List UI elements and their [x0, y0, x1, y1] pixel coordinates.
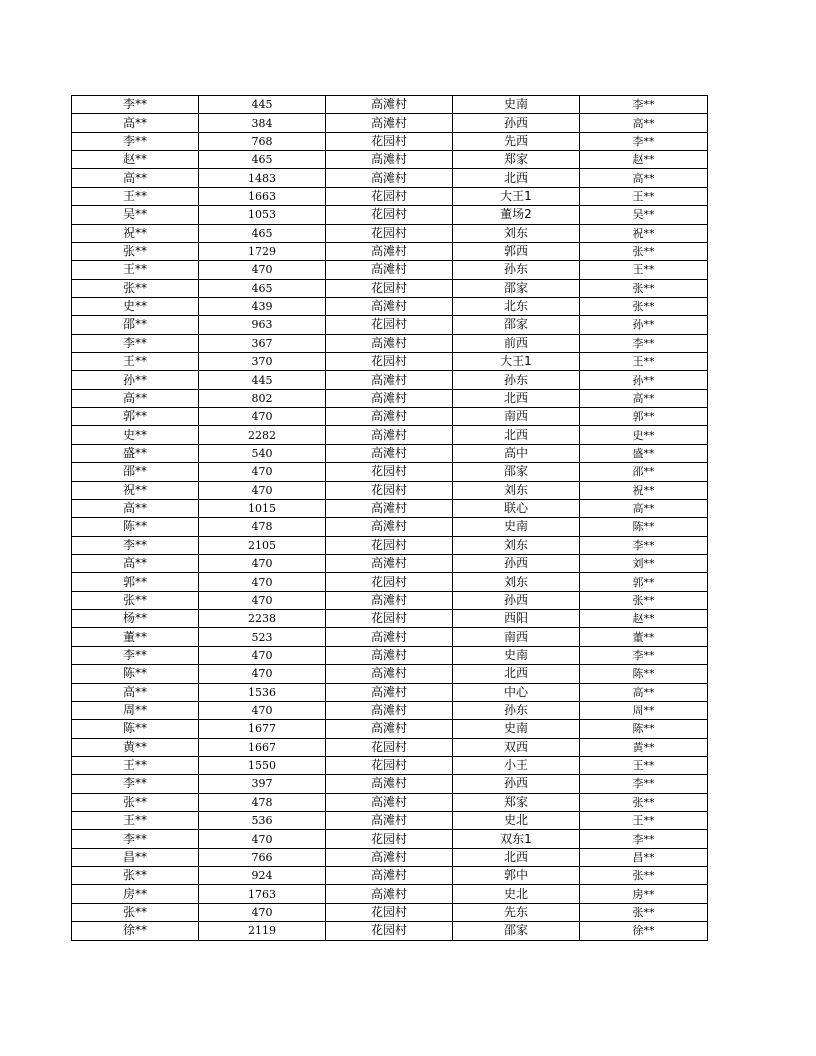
table-row	[72, 169, 708, 187]
village-cell: 高滩村	[326, 591, 453, 609]
table-row	[72, 812, 708, 830]
village-cell: 花园村	[326, 187, 453, 205]
group-cell: 联心	[453, 499, 580, 517]
table-row	[72, 701, 708, 719]
table-row	[72, 426, 708, 444]
table-row	[72, 132, 708, 150]
table-row	[72, 610, 708, 628]
payee-cell: 郭**	[580, 573, 708, 591]
name-cell: 邵**	[72, 316, 199, 334]
name-cell: 李**	[72, 96, 199, 114]
village-cell: 花园村	[326, 463, 453, 481]
name-cell: 陈**	[72, 665, 199, 683]
name-cell: 吴**	[72, 206, 199, 224]
payee-cell: 张**	[580, 903, 708, 921]
name-cell: 高**	[72, 114, 199, 132]
payee-cell: 昌**	[580, 848, 708, 866]
amount-cell: 536	[199, 812, 326, 830]
village-cell: 花园村	[326, 830, 453, 848]
amount-cell: 470	[199, 830, 326, 848]
amount-cell: 1667	[199, 738, 326, 756]
table-row	[72, 628, 708, 646]
group-cell: 孙西	[453, 775, 580, 793]
village-cell: 高滩村	[326, 554, 453, 572]
name-cell: 张**	[72, 242, 199, 260]
table-row	[72, 683, 708, 701]
village-cell: 高滩村	[326, 499, 453, 517]
table-row	[72, 114, 708, 132]
name-cell: 王**	[72, 756, 199, 774]
name-cell: 张**	[72, 793, 199, 811]
group-cell: 双东1	[453, 830, 580, 848]
group-cell: 北西	[453, 848, 580, 866]
group-cell: 郑家	[453, 793, 580, 811]
group-cell: 董场2	[453, 206, 580, 224]
village-cell: 花园村	[326, 738, 453, 756]
amount-cell: 470	[199, 408, 326, 426]
village-cell: 高滩村	[326, 646, 453, 664]
payee-cell: 张**	[580, 297, 708, 315]
table-row	[72, 242, 708, 260]
village-cell: 高滩村	[326, 701, 453, 719]
table-row	[72, 261, 708, 279]
payee-cell: 祝**	[580, 481, 708, 499]
group-cell: 孙东	[453, 701, 580, 719]
payee-cell: 邵**	[580, 463, 708, 481]
amount-cell: 470	[199, 463, 326, 481]
amount-cell: 384	[199, 114, 326, 132]
table-row	[72, 96, 708, 114]
group-cell: 史南	[453, 518, 580, 536]
payee-cell: 赵**	[580, 610, 708, 628]
group-cell: 北西	[453, 665, 580, 683]
name-cell: 王**	[72, 261, 199, 279]
name-cell: 邵**	[72, 463, 199, 481]
group-cell: 中心	[453, 683, 580, 701]
group-cell: 北西	[453, 426, 580, 444]
village-cell: 花园村	[326, 224, 453, 242]
group-cell: 史南	[453, 96, 580, 114]
name-cell: 董**	[72, 628, 199, 646]
amount-cell: 1483	[199, 169, 326, 187]
name-cell: 史**	[72, 297, 199, 315]
village-cell: 花园村	[326, 922, 453, 940]
table-row	[72, 665, 708, 683]
table-row	[72, 389, 708, 407]
amount-cell: 478	[199, 518, 326, 536]
village-cell: 花园村	[326, 316, 453, 334]
table-row	[72, 646, 708, 664]
amount-cell: 2105	[199, 536, 326, 554]
payee-cell: 李**	[580, 96, 708, 114]
payee-cell: 王**	[580, 812, 708, 830]
table-row	[72, 518, 708, 536]
amount-cell: 2238	[199, 610, 326, 628]
payee-cell: 房**	[580, 885, 708, 903]
group-cell: 史南	[453, 646, 580, 664]
table-row	[72, 151, 708, 169]
amount-cell: 465	[199, 151, 326, 169]
group-cell: 北西	[453, 169, 580, 187]
village-cell: 高滩村	[326, 848, 453, 866]
group-cell: 郑家	[453, 151, 580, 169]
amount-cell: 470	[199, 701, 326, 719]
name-cell: 郭**	[72, 573, 199, 591]
table-body	[72, 96, 708, 941]
payee-cell: 陈**	[580, 665, 708, 683]
payee-cell: 高**	[580, 114, 708, 132]
amount-cell: 802	[199, 389, 326, 407]
table-row	[72, 848, 708, 866]
amount-cell: 470	[199, 665, 326, 683]
payee-cell: 徐**	[580, 922, 708, 940]
table-row	[72, 353, 708, 371]
name-cell: 高**	[72, 389, 199, 407]
amount-cell: 465	[199, 279, 326, 297]
name-cell: 张**	[72, 903, 199, 921]
name-cell: 周**	[72, 701, 199, 719]
amount-cell: 768	[199, 132, 326, 150]
name-cell: 徐**	[72, 922, 199, 940]
village-cell: 高滩村	[326, 444, 453, 462]
group-cell: 刘东	[453, 481, 580, 499]
village-cell: 高滩村	[326, 96, 453, 114]
village-cell: 高滩村	[326, 114, 453, 132]
payee-cell: 李**	[580, 334, 708, 352]
village-cell: 高滩村	[326, 812, 453, 830]
group-cell: 前西	[453, 334, 580, 352]
amount-cell: 1663	[199, 187, 326, 205]
village-cell: 高滩村	[326, 261, 453, 279]
table-row	[72, 720, 708, 738]
amount-cell: 470	[199, 554, 326, 572]
group-cell: 刘东	[453, 573, 580, 591]
group-cell: 孙西	[453, 114, 580, 132]
group-cell: 双西	[453, 738, 580, 756]
payee-cell: 李**	[580, 646, 708, 664]
payee-cell: 高**	[580, 389, 708, 407]
village-cell: 高滩村	[326, 169, 453, 187]
name-cell: 郭**	[72, 408, 199, 426]
table-row	[72, 279, 708, 297]
name-cell: 陈**	[72, 518, 199, 536]
name-cell: 王**	[72, 187, 199, 205]
group-cell: 史北	[453, 885, 580, 903]
name-cell: 张**	[72, 279, 199, 297]
amount-cell: 367	[199, 334, 326, 352]
table-row	[72, 554, 708, 572]
group-cell: 邵家	[453, 463, 580, 481]
payee-cell: 李**	[580, 830, 708, 848]
table-row	[72, 867, 708, 885]
table-row	[72, 536, 708, 554]
table-row	[72, 224, 708, 242]
table-row	[72, 463, 708, 481]
table-row	[72, 738, 708, 756]
table-row	[72, 371, 708, 389]
village-cell: 高滩村	[326, 628, 453, 646]
amount-cell: 766	[199, 848, 326, 866]
amount-cell: 1053	[199, 206, 326, 224]
group-cell: 先西	[453, 132, 580, 150]
village-cell: 花园村	[326, 610, 453, 628]
group-cell: 孙西	[453, 591, 580, 609]
name-cell: 祝**	[72, 481, 199, 499]
payee-cell: 陈**	[580, 720, 708, 738]
village-cell: 高滩村	[326, 518, 453, 536]
name-cell: 祝**	[72, 224, 199, 242]
name-cell: 杨**	[72, 610, 199, 628]
amount-cell: 1677	[199, 720, 326, 738]
payee-cell: 高**	[580, 499, 708, 517]
name-cell: 李**	[72, 646, 199, 664]
table-row	[72, 793, 708, 811]
amount-cell: 397	[199, 775, 326, 793]
amount-cell: 2119	[199, 922, 326, 940]
name-cell: 李**	[72, 775, 199, 793]
name-cell: 李**	[72, 830, 199, 848]
name-cell: 赵**	[72, 151, 199, 169]
amount-cell: 478	[199, 793, 326, 811]
village-cell: 高滩村	[326, 408, 453, 426]
table-row	[72, 334, 708, 352]
payee-cell: 孙**	[580, 371, 708, 389]
name-cell: 陈**	[72, 720, 199, 738]
amount-cell: 2282	[199, 426, 326, 444]
payee-cell: 李**	[580, 132, 708, 150]
village-cell: 高滩村	[326, 426, 453, 444]
village-cell: 花园村	[326, 536, 453, 554]
group-cell: 郭中	[453, 867, 580, 885]
name-cell: 王**	[72, 812, 199, 830]
name-cell: 昌**	[72, 848, 199, 866]
table-row	[72, 922, 708, 940]
amount-cell: 1763	[199, 885, 326, 903]
village-cell: 高滩村	[326, 885, 453, 903]
amount-cell: 1550	[199, 756, 326, 774]
group-cell: 郭西	[453, 242, 580, 260]
amount-cell: 1729	[199, 242, 326, 260]
table-row	[72, 297, 708, 315]
name-cell: 盛**	[72, 444, 199, 462]
name-cell: 高**	[72, 683, 199, 701]
payee-cell: 黄**	[580, 738, 708, 756]
amount-cell: 370	[199, 353, 326, 371]
village-cell: 花园村	[326, 353, 453, 371]
group-cell: 先东	[453, 903, 580, 921]
village-cell: 高滩村	[326, 775, 453, 793]
village-cell: 高滩村	[326, 793, 453, 811]
amount-cell: 465	[199, 224, 326, 242]
amount-cell: 470	[199, 481, 326, 499]
village-cell: 花园村	[326, 573, 453, 591]
name-cell: 张**	[72, 591, 199, 609]
payee-cell: 高**	[580, 683, 708, 701]
name-cell: 王**	[72, 353, 199, 371]
group-cell: 邵家	[453, 922, 580, 940]
group-cell: 南西	[453, 628, 580, 646]
village-cell: 高滩村	[326, 151, 453, 169]
amount-cell: 470	[199, 261, 326, 279]
name-cell: 高**	[72, 554, 199, 572]
table-row	[72, 499, 708, 517]
amount-cell: 470	[199, 903, 326, 921]
name-cell: 史**	[72, 426, 199, 444]
group-cell: 小王	[453, 756, 580, 774]
amount-cell: 1536	[199, 683, 326, 701]
table-row	[72, 573, 708, 591]
payee-cell: 史**	[580, 426, 708, 444]
payee-cell: 张**	[580, 793, 708, 811]
village-cell: 高滩村	[326, 371, 453, 389]
group-cell: 西阳	[453, 610, 580, 628]
payee-cell: 李**	[580, 775, 708, 793]
payee-cell: 吴**	[580, 206, 708, 224]
name-cell: 李**	[72, 334, 199, 352]
group-cell: 孙东	[453, 261, 580, 279]
group-cell: 大王1	[453, 353, 580, 371]
amount-cell: 445	[199, 96, 326, 114]
payee-cell: 王**	[580, 187, 708, 205]
payee-cell: 陈**	[580, 518, 708, 536]
village-cell: 花园村	[326, 481, 453, 499]
payee-cell: 祝**	[580, 224, 708, 242]
village-cell: 高滩村	[326, 867, 453, 885]
village-cell: 花园村	[326, 756, 453, 774]
name-cell: 黄**	[72, 738, 199, 756]
amount-cell: 1015	[199, 499, 326, 517]
group-cell: 史南	[453, 720, 580, 738]
group-cell: 邵家	[453, 279, 580, 297]
village-cell: 花园村	[326, 206, 453, 224]
village-cell: 高滩村	[326, 720, 453, 738]
table-row	[72, 830, 708, 848]
name-cell: 张**	[72, 867, 199, 885]
amount-cell: 470	[199, 573, 326, 591]
amount-cell: 963	[199, 316, 326, 334]
amount-cell: 523	[199, 628, 326, 646]
table-row	[72, 408, 708, 426]
village-cell: 花园村	[326, 903, 453, 921]
village-cell: 高滩村	[326, 683, 453, 701]
group-cell: 南西	[453, 408, 580, 426]
payee-cell: 张**	[580, 591, 708, 609]
payee-cell: 刘**	[580, 554, 708, 572]
table-row	[72, 316, 708, 334]
payee-cell: 董**	[580, 628, 708, 646]
payee-cell: 周**	[580, 701, 708, 719]
payee-cell: 张**	[580, 242, 708, 260]
name-cell: 房**	[72, 885, 199, 903]
table-row	[72, 885, 708, 903]
amount-cell: 470	[199, 646, 326, 664]
amount-cell: 470	[199, 591, 326, 609]
table-row	[72, 903, 708, 921]
village-cell: 高滩村	[326, 389, 453, 407]
group-cell: 史北	[453, 812, 580, 830]
village-cell: 高滩村	[326, 242, 453, 260]
amount-cell: 445	[199, 371, 326, 389]
payee-cell: 孙**	[580, 316, 708, 334]
village-cell: 高滩村	[326, 297, 453, 315]
name-cell: 孙**	[72, 371, 199, 389]
village-cell: 高滩村	[326, 334, 453, 352]
payee-cell: 郭**	[580, 408, 708, 426]
name-cell: 李**	[72, 132, 199, 150]
group-cell: 孙西	[453, 554, 580, 572]
table-row	[72, 444, 708, 462]
amount-cell: 439	[199, 297, 326, 315]
table-row	[72, 481, 708, 499]
payee-cell: 张**	[580, 279, 708, 297]
amount-cell: 924	[199, 867, 326, 885]
name-cell: 高**	[72, 169, 199, 187]
table-row	[72, 756, 708, 774]
table-row	[72, 775, 708, 793]
payee-cell: 高**	[580, 169, 708, 187]
group-cell: 刘东	[453, 536, 580, 554]
amount-cell: 540	[199, 444, 326, 462]
payee-cell: 王**	[580, 756, 708, 774]
group-cell: 北东	[453, 297, 580, 315]
group-cell: 刘东	[453, 224, 580, 242]
name-cell: 高**	[72, 499, 199, 517]
village-cell: 花园村	[326, 279, 453, 297]
group-cell: 孙东	[453, 371, 580, 389]
payee-cell: 赵**	[580, 151, 708, 169]
group-cell: 北西	[453, 389, 580, 407]
payee-cell: 王**	[580, 353, 708, 371]
payee-cell: 李**	[580, 536, 708, 554]
village-cell: 高滩村	[326, 665, 453, 683]
village-cell: 花园村	[326, 132, 453, 150]
payee-cell: 王**	[580, 261, 708, 279]
group-cell: 大王1	[453, 187, 580, 205]
table-row	[72, 187, 708, 205]
group-cell: 邵家	[453, 316, 580, 334]
name-cell: 李**	[72, 536, 199, 554]
payee-cell: 盛**	[580, 444, 708, 462]
payee-cell: 张**	[580, 867, 708, 885]
group-cell: 高中	[453, 444, 580, 462]
data-table	[71, 95, 708, 941]
table-row	[72, 206, 708, 224]
table-row	[72, 591, 708, 609]
